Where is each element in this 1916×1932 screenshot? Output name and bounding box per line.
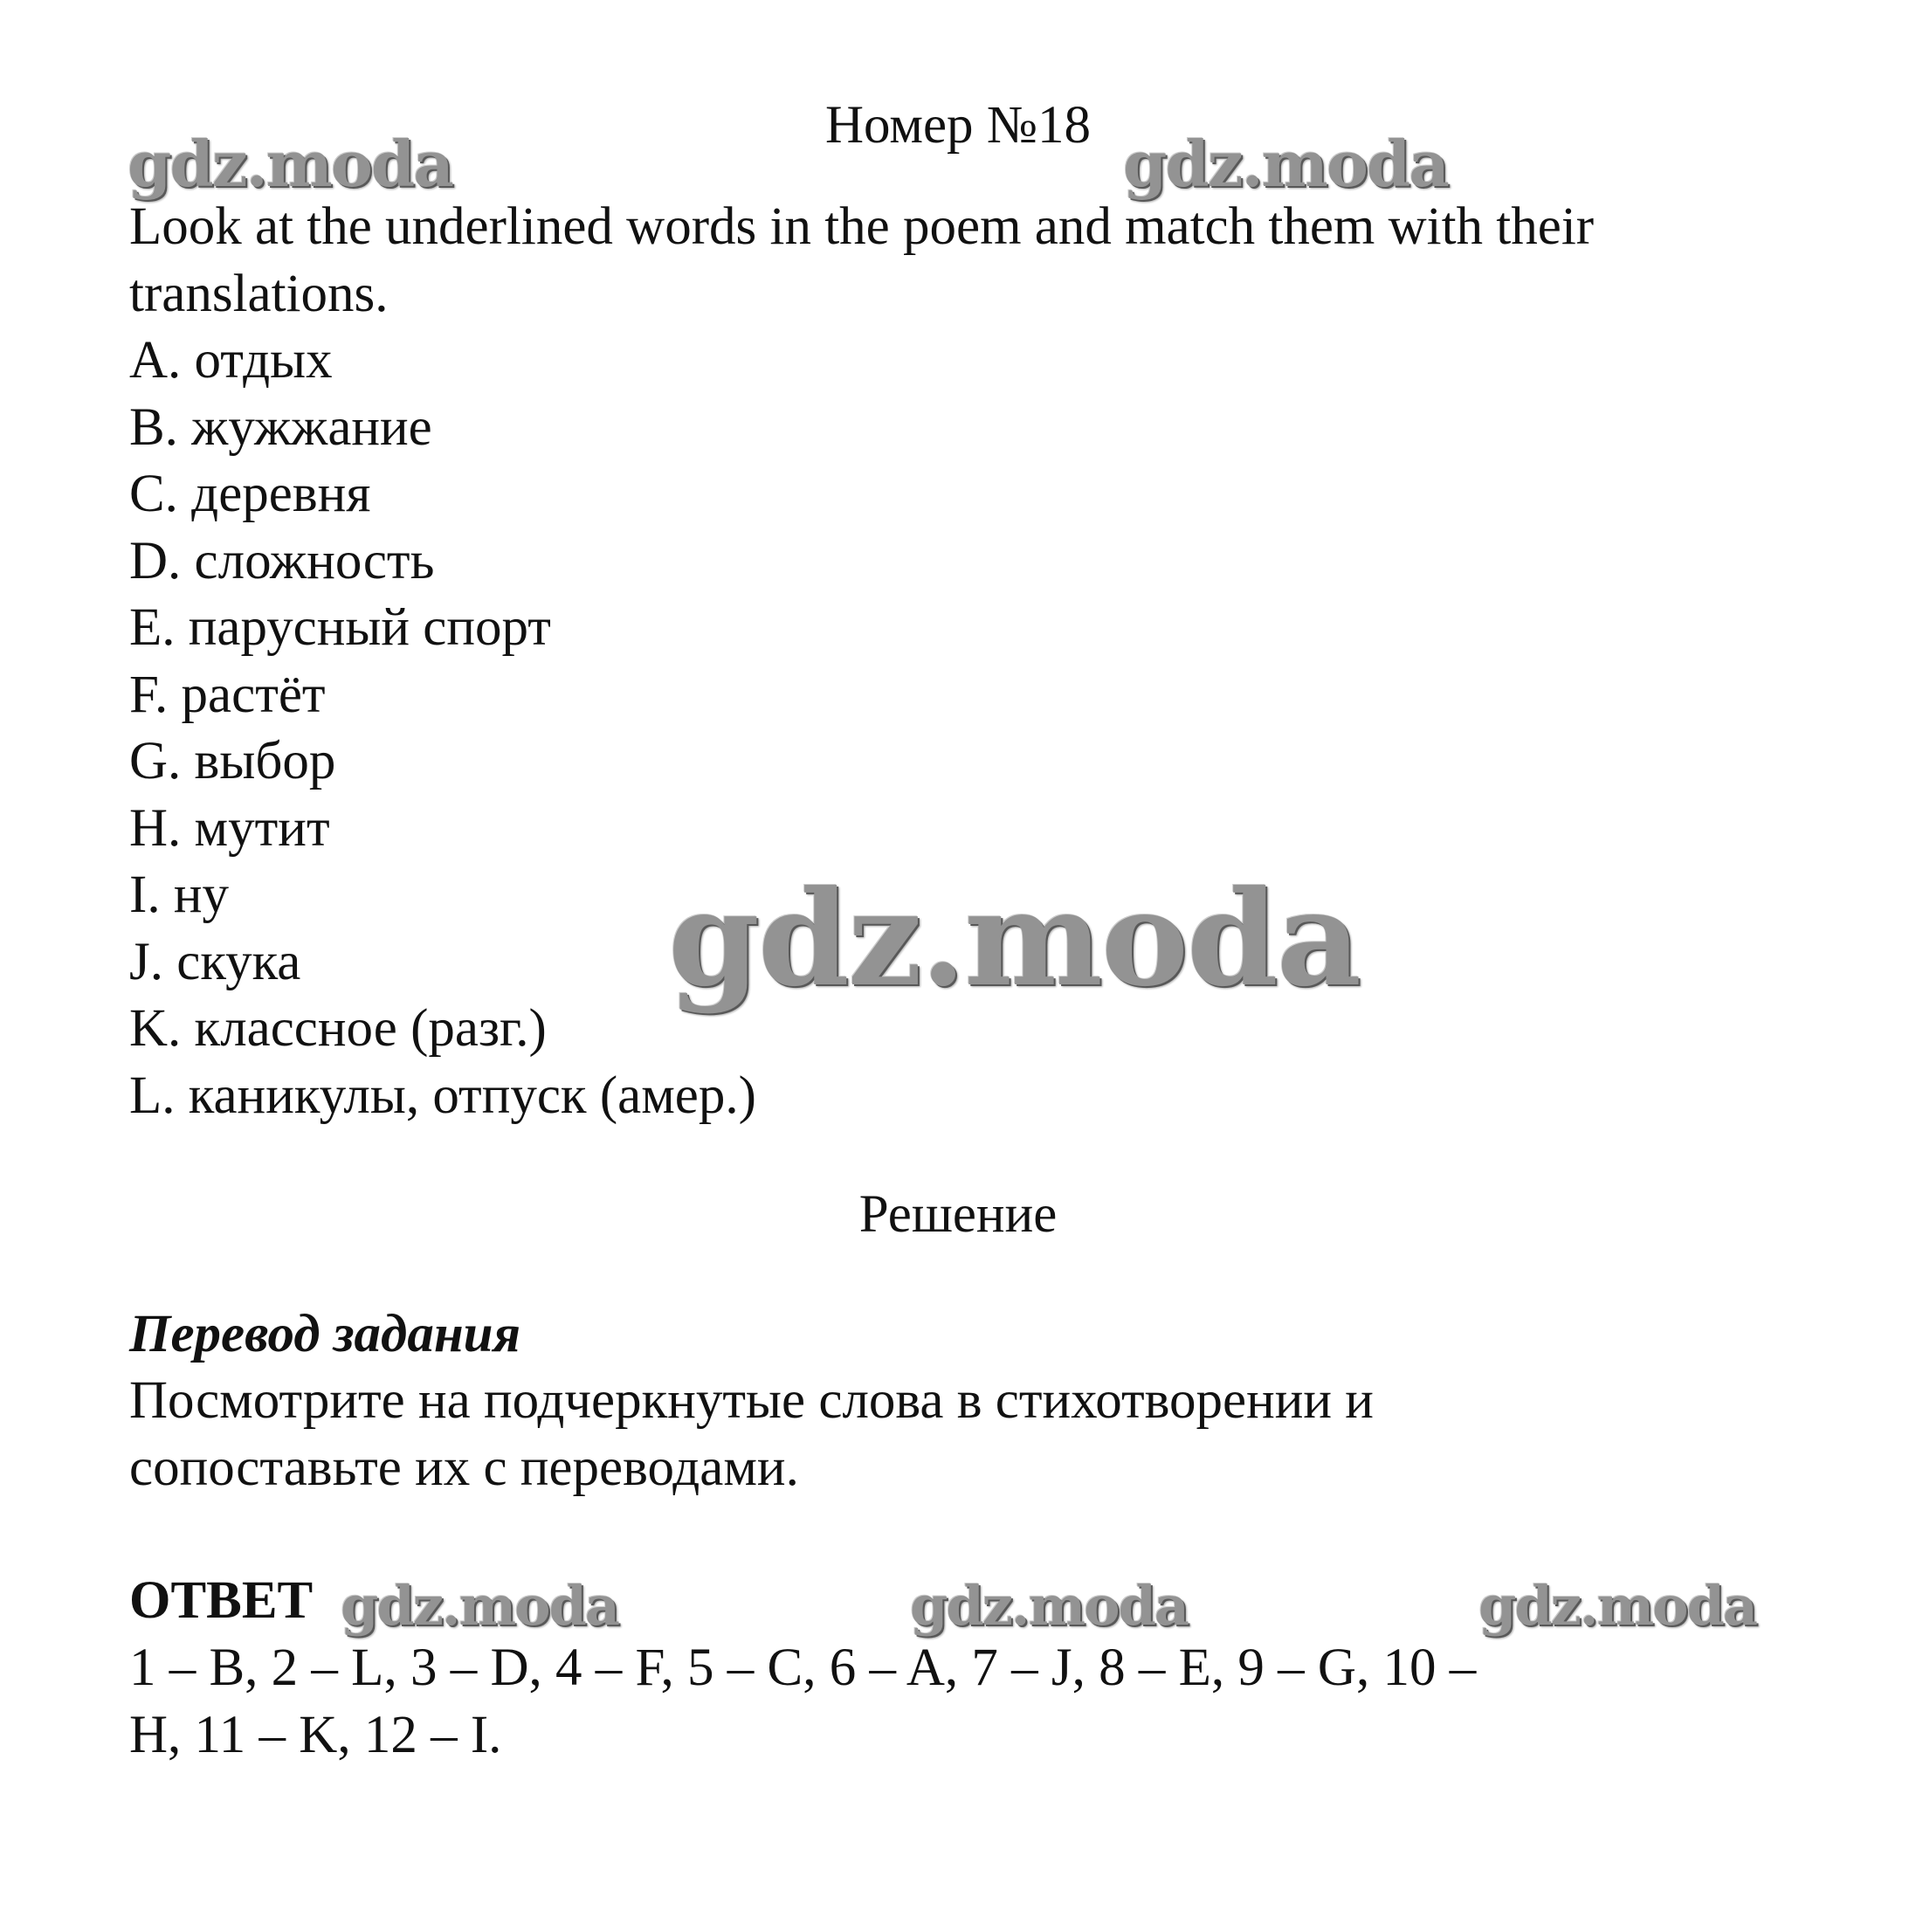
option-item: K. классное (разг.) [129,999,547,1058]
watermark: gdz.moda [128,127,452,201]
watermark: gdz.moda [341,1574,618,1638]
option-item: D. сложность [129,532,435,590]
translation-line: Посмотрите на подчеркнутые слова в стихотворении и [129,1371,1374,1430]
option-item: A. отдых [129,331,333,390]
answer-line: H, 11 – K, 12 – I. [129,1706,502,1764]
option-item: C. деревня [129,465,371,523]
option-item: H. мутит [129,799,330,858]
translation-line: сопоставьте их с переводами. [129,1439,799,1497]
task-line: Look at the underlined words in the poem and match them with their [129,197,1595,256]
option-item: E. парусный спорт [129,598,551,657]
page-title: Номер №18 [824,96,1092,155]
translation-heading: Перевод задания [129,1305,521,1363]
watermark: gdz.moda [1478,1574,1756,1638]
solution-heading: Решение [858,1185,1058,1244]
option-item: B. жужжание [129,398,432,457]
option-item: G. выбор [129,732,336,790]
option-item: F. растёт [129,666,326,724]
option-item: L. каникулы, отпуск (амер.) [129,1066,756,1125]
answer-line: 1 – B, 2 – L, 3 – D, 4 – F, 5 – C, 6 – A, 7 – J, 8 – E, 9 – G, 10 – [129,1639,1477,1697]
watermark: gdz.moda [910,1574,1188,1638]
option-item: J. скука [129,933,301,991]
option-item: I. ну [129,866,229,924]
task-line: translations. [129,265,389,323]
watermark: gdz.moda [1123,127,1448,201]
answer-heading: ОТВЕТ [129,1571,314,1630]
watermark: gdz.moda [668,862,1361,1016]
